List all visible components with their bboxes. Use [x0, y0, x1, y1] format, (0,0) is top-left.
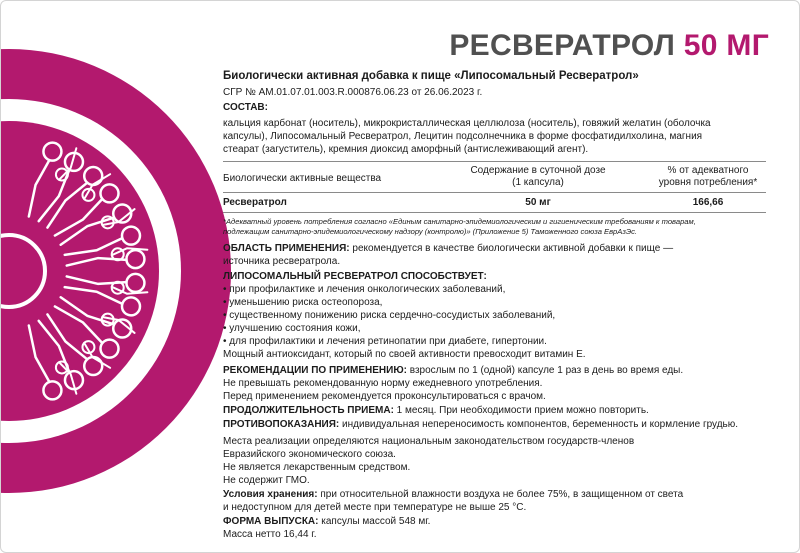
usage-line: Перед применением рекомендуется проконсультироваться с врачом. [223, 391, 546, 402]
info-line: Не является лекарственным средством. [223, 462, 411, 473]
form-text: капсулы массой 548 мг. [318, 516, 431, 527]
storage-line: и недоступном для детей месте при температуре не выше 25 °С. [223, 502, 527, 513]
scope-section [223, 243, 673, 255]
product-name: РЕСВЕРАТРОЛ [449, 29, 676, 62]
table-cell-substance: Ресвератрол [223, 197, 287, 208]
table-cell-percent: 166,66 [692, 197, 724, 208]
benefit-item: • при профилактике и лечения онкологических заболеваний, [223, 284, 506, 295]
usage-section [223, 365, 683, 377]
storage-text: при относительной влажности воздуха не более 75%, в защищенном от света [317, 489, 684, 500]
duration-label: ПРОДОЛЖИТЕЛЬНОСТЬ ПРИЕМА: [223, 405, 394, 416]
info-line: Места реализации определяются национальным законодательством государств-членов [223, 436, 635, 447]
composition-line: стеарат (загуститель), кремния диоксид аморфный (антислеживающий агент). [223, 144, 589, 155]
composition-line: кальция карбонат (носитель), микрокристаллическая целлюлоза (носитель), говяжий желатин (оболочка [223, 118, 711, 129]
table-header-amount-line: (1 капсула) [512, 177, 564, 188]
footnote-line: *Адекватный уровень потребления согласно «Единым санитарно-эпидемиологическим и гигиеническим требованиям к товарам, [223, 217, 696, 226]
benefit-item: • для профилактики и лечения ретинопатии при диабете, гипертонии. [223, 336, 547, 347]
table-top-rule [223, 161, 766, 162]
duration-section [223, 405, 649, 417]
registration-number: СГР № AM.01.07.01.003.R.000876.06.23 от 26.06.2023 г. [223, 87, 483, 98]
doc-title: Биологически активная добавка к пище «Липосомальный Ресвератрол» [223, 70, 639, 82]
duration-text: 1 месяц. При необходимости прием можно повторить. [393, 405, 649, 416]
usage-label: РЕКОМЕНДАЦИИ ПО ПРИМЕНЕНИЮ: [223, 365, 407, 376]
benefit-item: • существенному понижению риска сердечно-сосудистых заболеваний, [223, 310, 556, 321]
net-weight: Масса нетто 16,44 г. [223, 529, 317, 540]
composition-heading: СОСТАВ: [223, 102, 268, 113]
product-dose: 50 МГ [683, 29, 769, 62]
scope-line: источника ресвератрола. [223, 256, 341, 267]
scope-text: рекомендуется в качестве биологически активной добавки к пище — [349, 243, 674, 254]
scope-label: ОБЛАСТЬ ПРИМЕНЕНИЯ: [223, 243, 350, 254]
table-header-percent [648, 165, 768, 189]
product-heading [449, 29, 769, 63]
benefit-item: Мощный антиоксидант, который по своей активности превосходит витамин Е. [223, 349, 586, 360]
benefits-heading: ЛИПОСОМАЛЬНЫЙ РЕСВЕРАТРОЛ СПОСОБСТВУЕТ: [223, 271, 487, 282]
footnote-line: подлежащим санитарно-эпидемиологическому надзору (контролю)» (Приложение 5) Таможенного союза ЕврАзЭс. [223, 227, 638, 236]
form-label: ФОРМА ВЫПУСКА: [223, 516, 319, 527]
composition-line: капсулы), Липосомальный Ресвератрол, Лецитин подсолнечника в форме фосфатидилхолина, магния [223, 131, 703, 142]
table-header-percent-line: уровня потребления* [658, 177, 758, 188]
storage-label: Условия хранения: [223, 489, 318, 500]
benefit-item: • улучшению состояния кожи, [223, 323, 361, 334]
contraindications-section [223, 419, 738, 431]
info-line: Евразийского экономического союза. [223, 449, 396, 460]
benefit-item: • уменьшению риска остеопороза, [223, 297, 383, 308]
table-cell-amount: 50 мг [525, 197, 551, 208]
form-section [223, 516, 430, 528]
storage-section [223, 489, 683, 501]
usage-text: взрослым по 1 (одной) капсуле 1 раз в день во время еды. [406, 365, 684, 376]
usage-line: Не превышать рекомендованную норму ежедневного употребления. [223, 378, 543, 389]
table-bottom-rule [223, 212, 766, 213]
table-header-percent-line: % от адекватного [667, 165, 749, 176]
table-header-amount-line: Содержание в суточной дозе [470, 165, 606, 176]
table-header-rule [223, 192, 766, 193]
liposome-decoration [1, 1, 241, 553]
table-header-amount [463, 165, 613, 189]
info-line: Не содержит ГМО. [223, 475, 310, 486]
contraindications-text: индивидуальная непереносимость компонентов, беременность и кормление грудью. [339, 419, 739, 430]
table-header-substances: Биологически активные вещества [223, 173, 382, 184]
contraindications-label: ПРОТИВОПОКАЗАНИЯ: [223, 419, 340, 430]
